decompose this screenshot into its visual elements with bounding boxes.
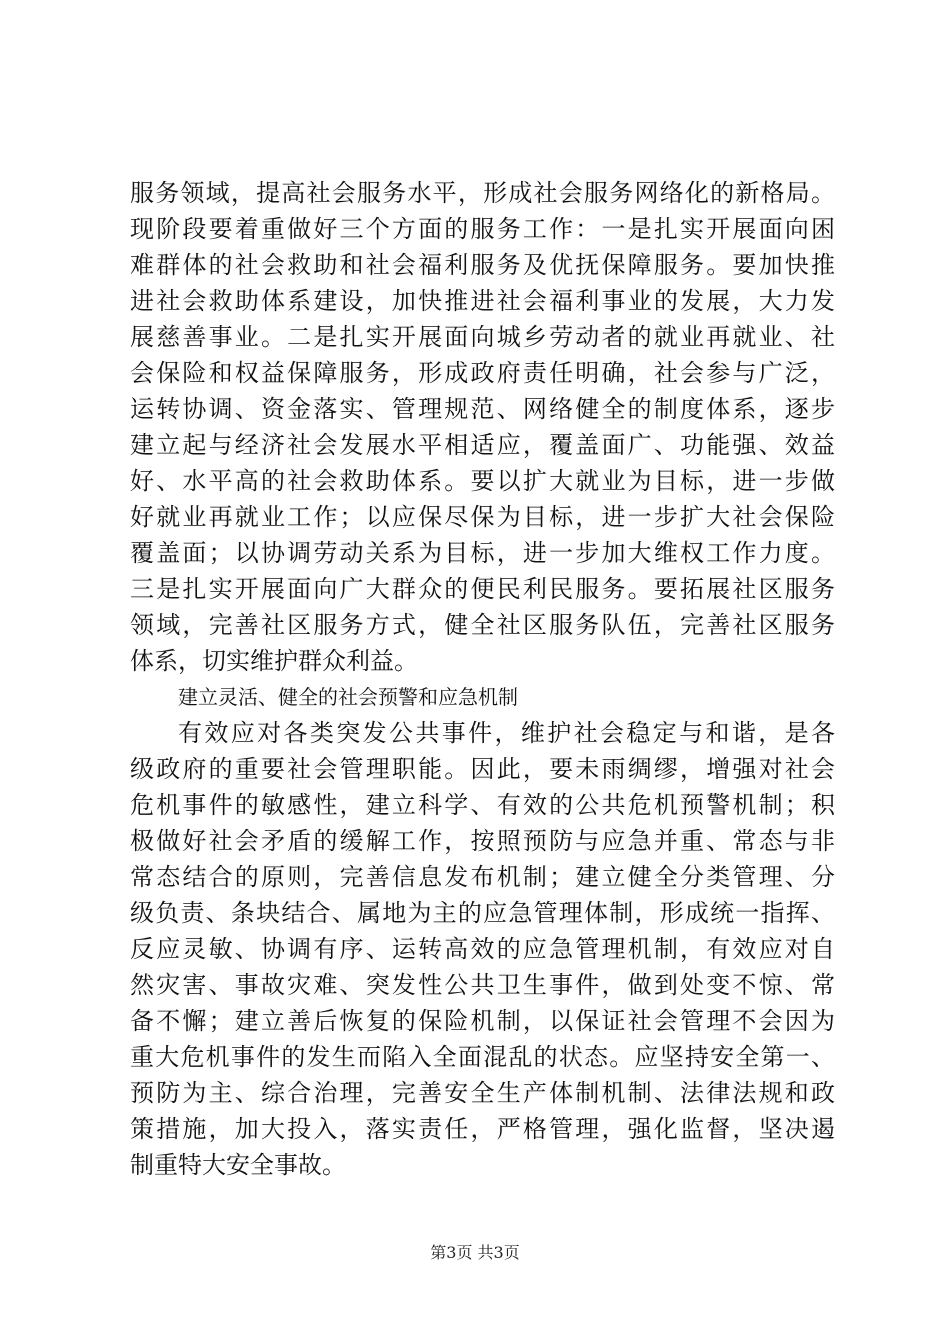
text-line: 预防为主、综合治理，完善安全生产体制机制、法律法规和政 [130, 1079, 835, 1107]
text-line: 好就业再就业工作；以应保尽保为目标，进一步扩大社会保险 [130, 503, 835, 531]
text-line: 策措施，加大投入，落实责任，严格管理，强化监督，坚决遏 [130, 1115, 835, 1143]
text-line: 反应灵敏、协调有序、运转高效的应急管理机制，有效应对自 [130, 935, 835, 963]
text-line: 建立起与经济社会发展水平相适应，覆盖面广、功能强、效益 [130, 431, 835, 459]
text-line: 危机事件的敏感性，建立科学、有效的公共危机预警机制；积 [130, 791, 835, 819]
text-line: 有效应对各类突发公共事件，维护社会稳定与和谐，是各 [178, 719, 835, 747]
text-line: 难群体的社会救助和社会福利服务及优抚保障服务。要加快推 [130, 251, 835, 279]
text-line: 体系，切实维护群众利益。 [130, 647, 418, 675]
text-line: 展慈善事业。二是扎实开展面向城乡劳动者的就业再就业、社 [130, 323, 835, 351]
text-line: 重大危机事件的发生而陷入全面混乱的状态。应坚持安全第一、 [130, 1043, 835, 1071]
text-line: 备不懈；建立善后恢复的保险机制，以保证社会管理不会因为 [130, 1007, 835, 1035]
text-line: 会保险和权益保障服务，形成政府责任明确，社会参与广泛， [130, 359, 835, 387]
text-line: 三是扎实开展面向广大群众的便民利民服务。要拓展社区服务 [130, 575, 835, 603]
paragraph-services [130, 175, 835, 679]
text-line: 服务领域，提高社会服务水平，形成社会服务网络化的新格局。 [130, 179, 835, 207]
body-text [130, 175, 835, 1183]
text-line: 运转协调、资金落实、管理规范、网络健全的制度体系，逐步 [130, 395, 835, 423]
text-line: 然灾害、事故灾难、突发性公共卫生事件，做到处变不惊、常 [130, 971, 835, 999]
text-line: 好、水平高的社会救助体系。要以扩大就业为目标，进一步做 [130, 467, 835, 495]
text-line: 制重特大安全事故。 [130, 1151, 346, 1179]
text-line: 进社会救助体系建设，加快推进社会福利事业的发展，大力发 [130, 287, 835, 315]
text-line: 级负责、条块结合、属地为主的应急管理体制，形成统一指挥、 [130, 899, 835, 927]
text-line: 覆盖面；以协调劳动关系为目标，进一步加大维权工作力度。 [130, 539, 835, 567]
text-line: 现阶段要着重做好三个方面的服务工作：一是扎实开展面向困 [130, 215, 835, 243]
text-line: 领域，完善社区服务方式，健全社区服务队伍，完善社区服务 [130, 611, 835, 639]
text-line: 极做好社会矛盾的缓解工作，按照预防与应急并重、常态与非 [130, 827, 835, 855]
page-number-footer: 第3页 共3页 [430, 1243, 520, 1262]
section-heading: 建立灵活、健全的社会预警和应急机制 [178, 685, 518, 709]
paragraph-emergency [130, 715, 835, 1183]
text-line: 常态结合的原则，完善信息发布机制；建立健全分类管理、分 [130, 863, 835, 891]
text-line: 级政府的重要社会管理职能。因此，要未雨绸缪，增强对社会 [130, 755, 835, 783]
